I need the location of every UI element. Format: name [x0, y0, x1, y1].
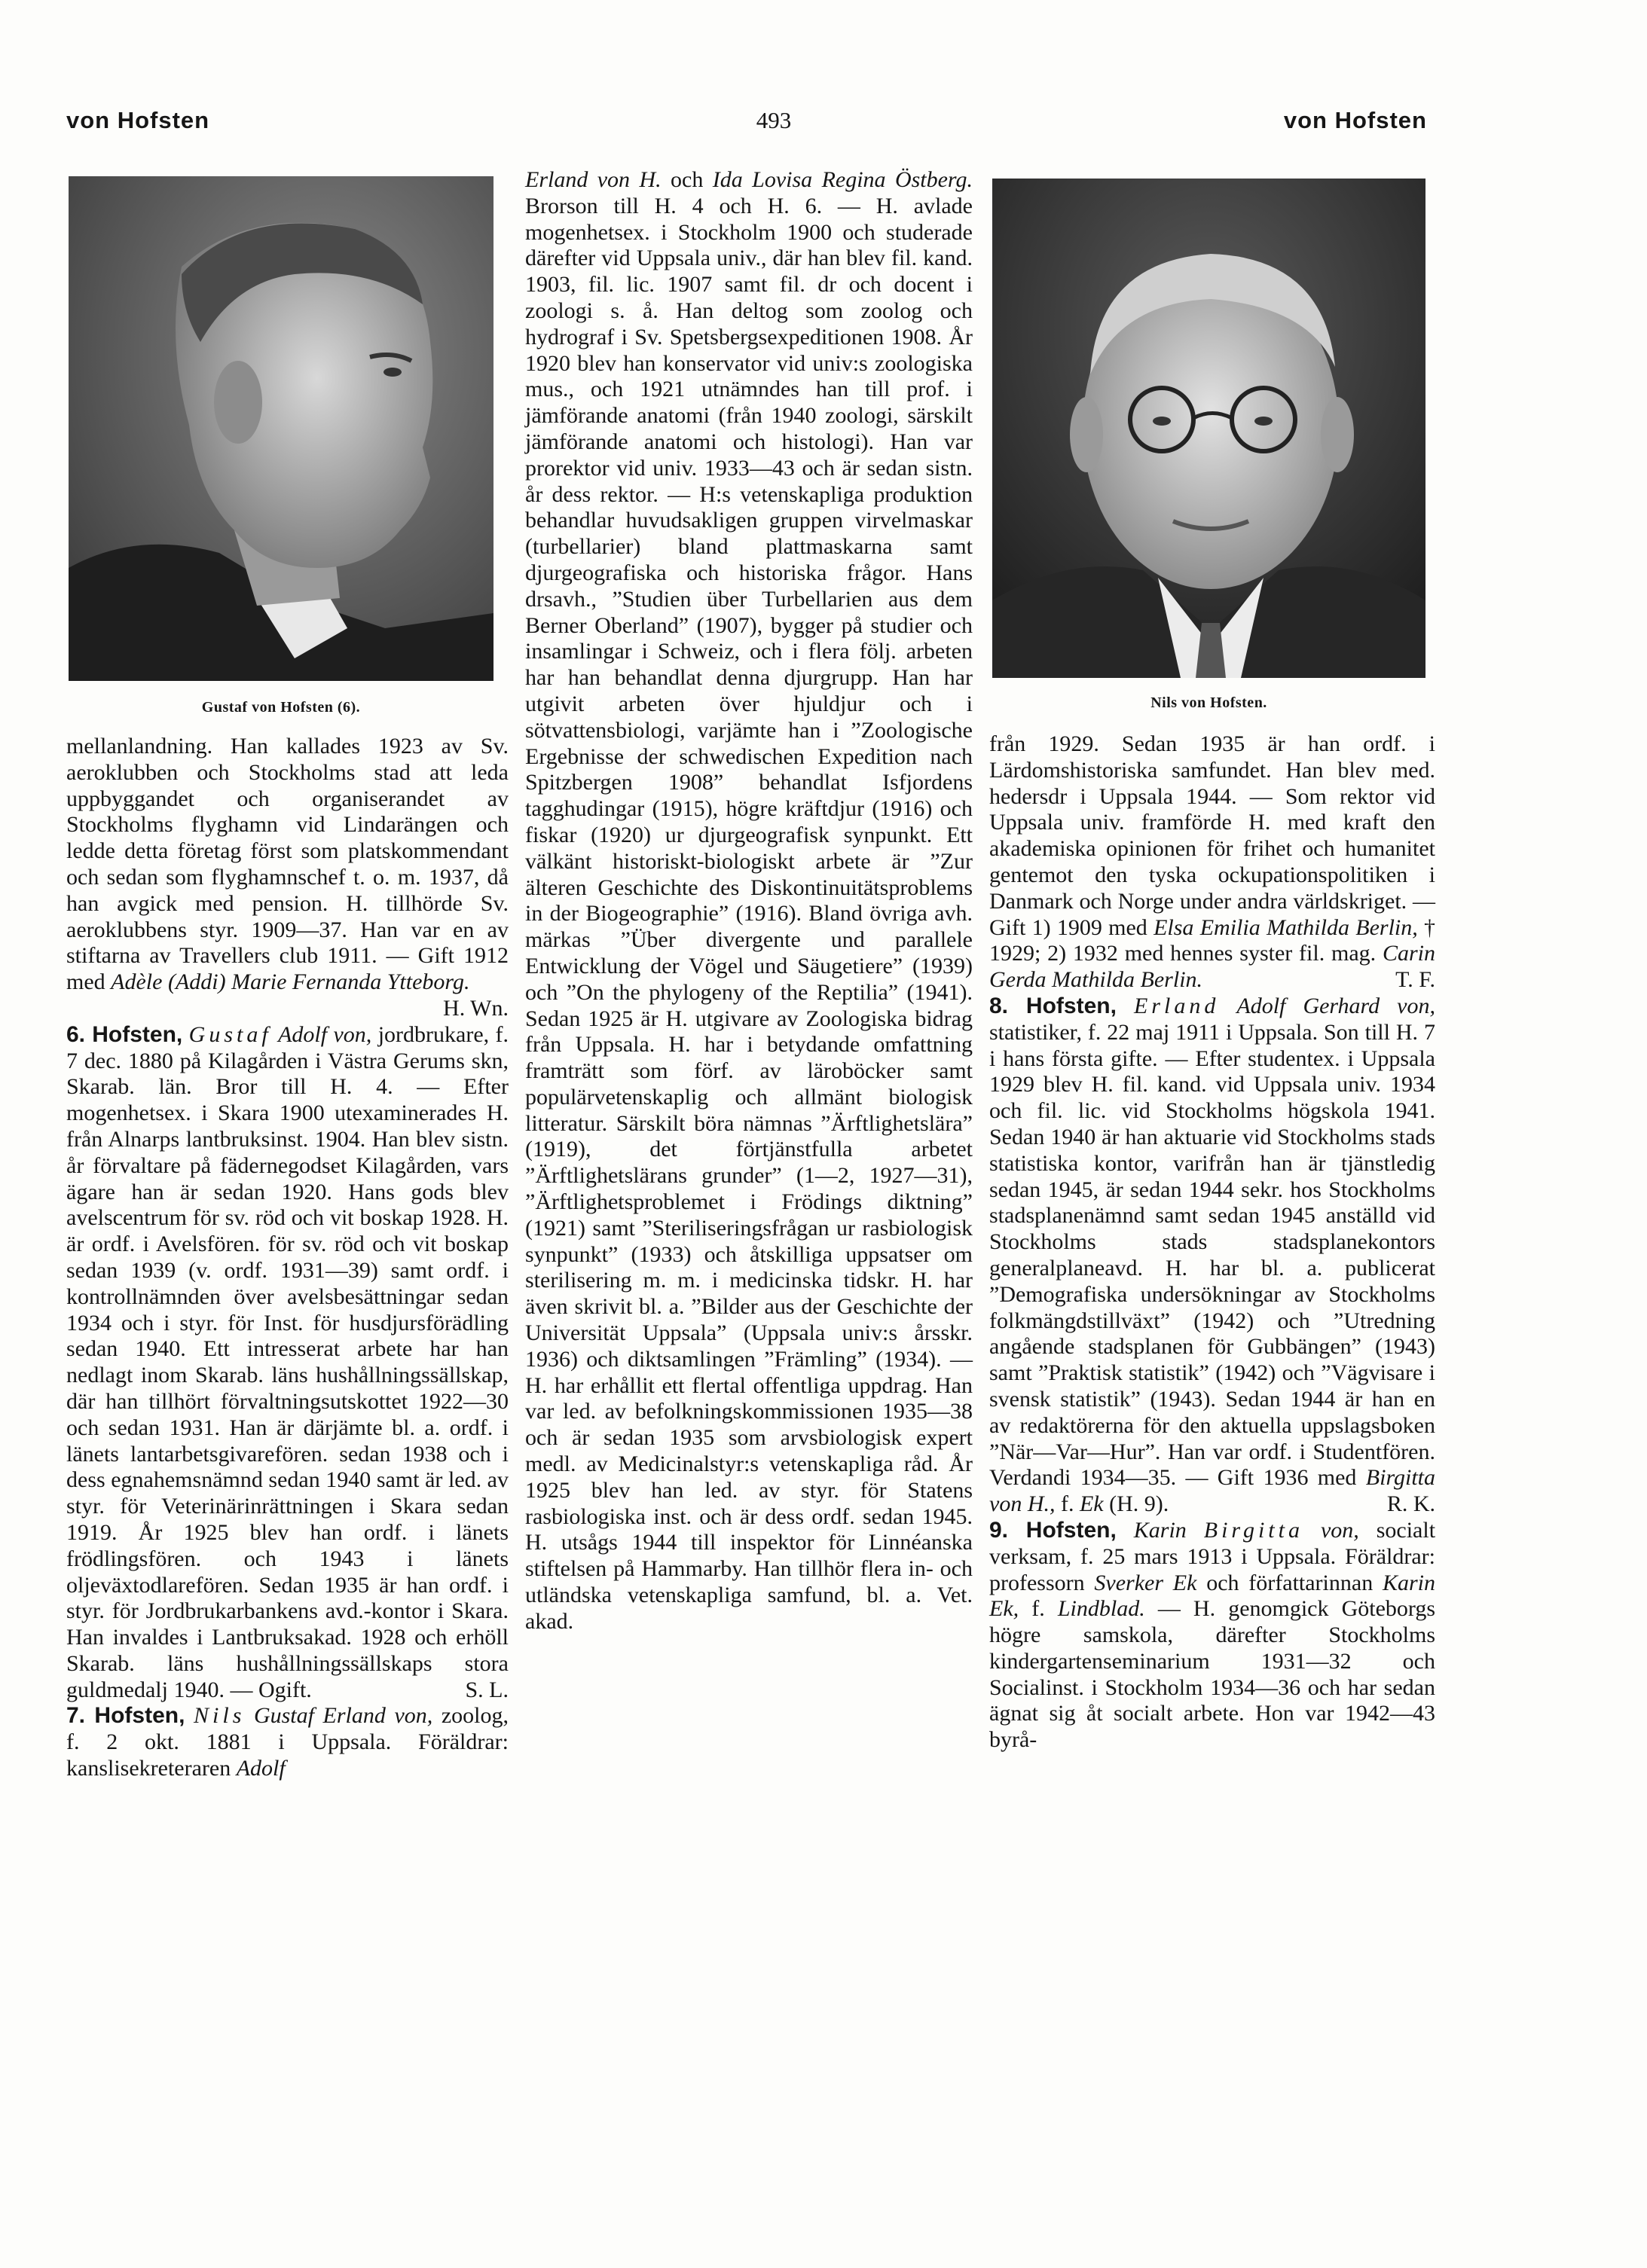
text-column-3	[989, 731, 1435, 1754]
entry-9: 9. Hofsten, Karin Birgitta von, socialt verksam, f. 25 mars 1913 i Uppsala. Föräldrar: professorn Sverker Ek och författarinnan Karin Ek, f. Lindblad. — H. genomgick Göteborgs högre samskola, därefter Stockholms kindergartenseminarium 1931—32 och Socialinst. i Stockholm 1934—36 och har sedan ägnat sig åt socialt arbete. Hon var 1942—43 byrå-	[989, 1517, 1436, 1753]
entry-heading: 9. Hofsten,	[989, 1517, 1117, 1543]
entry-given-name: Erland	[1133, 993, 1220, 1018]
entry-7	[66, 1703, 509, 1781]
text-column-2	[525, 167, 973, 1635]
entry-5-continuation: mellanlandning. Han kallades 1923 av Sv. aeroklubben och Stockholms stad att leda uppbyggandet och organiserandet av Stockholms flyghamn vid Lindarängen och ledde detta företag först som platskommendant och sedan som flyghamnschef t. o. m. 1937, då han avgick med pension. H. tillhörde Sv. aeroklubbens styr. 1909—37. Han var en av stiftarna av Travellers club 1911. — Gift 1912 med Adèle (Addi) Marie Fernanda Ytteborg. H. Wn.	[66, 734, 509, 1021]
father-name: Erland von H.	[525, 167, 662, 192]
entry-7-continuation: Erland von H. och Ida Lovisa Regina Östberg. Brorson till H. 4 och H. 6. — H. avlade mogenhetsex. i Stockholm 1900 och studerade därefter vid Uppsala univ., där han blev fil. kand. 1903, fil. lic. 1907 samt fil. dr och docent i zoologi s. å. Han deltog som zoolog och hydrograf i Sv. Spetsbergsexpeditionen 1908. År 1920 blev han konservator vid univ:s zoologiska mus., och 1921 utnämndes han till prof. i jämförande anatomi (från 1940 zoologi, särskilt jämförande anatomi och histologi). Han var prorektor vid univ. 1933—43 och är sedan sistn. år dess rektor. — H:s vetenskapliga produktion behandlar huvudsakligen gruppen virvelmaskar (turbellarier) bland plattmaskarna samt djurgeografiska och historiska frågor. Hans drsavh., ”Studien über Turbellarien aus dem Berner Oberland” (1907), bygger på studier och insamlingar i Schweiz, och i flera följ. arbeten har han behandlat denna djurgrupp. Han har utgivit arbeten över hjuldjur och i sötvattensbiologi, varjämte han i ”Zoologische Ergebnisse der schwedischen Expedition nach Spitzbergen 1908” behandlat Isfjordens tagghudingar (1915), högre kräftdjur (1916) och fiskar (1920) ur djurgeografisk synpunkt. Ett välkänt historiskt-biologiskt arbete är ”Zur älteren Geschichte des Diskontinuitätsproblems in der Biogeographie” (1916). Bland övriga avh. märkas ”Über divergente und parallele Entwicklung der Vögel und Säugetiere” (1939) och ”On the phylogeny of the Reptilia” (1941). Sedan 1925 är H. utgivare av Zoologiska bidrag från Uppsala. H. har i betydande omfattning framträtt som förf. av läroböcker samt populärvetenskaplig och allmänt biologisk litteratur. Särskilt böra nämnas ”Ärftlighetslära” (1919), det förtjänstfulla arbetet ”Ärftlighetslärans grunder” (1—2, 1927—31), ”Ärftlighetsproblemet i Frödings diktning” (1921) samt ”Steriliseringsfrågan ur rasbiologisk synpunkt” (1933) och åtskilliga uppsatser om sterilisering m. m. i medicinska tidskr. H. har även skrivit bl. a. ”Bilder aus der Geschichte der Universität Uppsala” (Uppsala univ:s årsskr. 1936) och diktsamlingen ”Främling” (1934). — H. har erhållit ett flertal offentliga uppdrag. Han var led. av befolkningskommissionen 1935—38 och är sedan 1935 som arvsbiologisk expert medl. av Medicinalstyr:s vetenskapliga råd. År 1925 blev han led. av styr. för Statens rasbiologiska inst. och är dess ordf. sedan 1945. H. utsågs 1944 till inspektor för Linnéanska stiftelsen på Hammarby. Han tillhör flera in- och utländska vetenskapliga samfund, bl. a. Vet. akad.	[525, 167, 973, 1634]
running-header-left: von Hofsten	[66, 107, 210, 133]
running-header-right: von Hofsten	[1283, 107, 1427, 133]
entry-given-name: Gustaf	[188, 1021, 272, 1047]
entry-heading: 8. Hofsten,	[989, 993, 1117, 1018]
entry-heading: 7. Hofsten,	[66, 1703, 185, 1729]
spouse-name: Adèle (Addi) Marie Fernanda Ytteborg.	[111, 969, 470, 995]
entry-6	[66, 1022, 509, 1704]
entry-text: socialt verksam, f. 25 mars 1913 i Uppsala. Föräldrar: professorn	[989, 1517, 1436, 1595]
portrait-caption-left: Gustaf von Hofsten (6).	[201, 699, 361, 716]
author-signature: T. F.	[1395, 967, 1435, 993]
mother-name: Ida Lovisa Regina Östberg.	[712, 167, 973, 192]
entry-text: statistiker, f. 22 maj 1911 i Uppsala. Son till H. 7 i hans första gifte. — Efter studentex. i Uppsala 1929 blev H. fil. kand. vid Uppsala univ. 1934 och fil. lic. vid Stockholms högskola 1941. Sedan 1940 är han aktuarie vid Stockholms stads statistiska kontor, varifrån han är tjänstledig sedan 1945, är sedan 1944 sekr. hos Stockholms stadsplanenämnd samt sedan 1945 anställd vid Stockholms stads stadsplanekontors generalplaneavd. H. har bl. a. publicerat ”Demografiska undersökningar av Stockholms folkmängdstillväxt” (1942) och ”Utredning angående stadsplanen för Gubbängen” (1943) samt ”Praktisk statistik” (1942) och ”Vägvisare i svensk statistik” (1943). Sedan 1944 är han en av redaktörerna för den aktuella uppslagsboken ”När—Var—Hur”. Han var ordf. i Studentfören. Verdandi 1934—35. — Gift 1936 med	[989, 1019, 1435, 1491]
author-signature: H. Wn.	[443, 995, 509, 1021]
entry-7-conclusion: från 1929. Sedan 1935 är han ordf. i Lärdomshistoriska samfundet. Han blev med. hedersdr i Uppsala 1944. — Som rektor vid Uppsala univ. framförde H. med kraft den akademiska opinionen för frihet och humanitet gentemot den tyska ockupationspolitiken i Danmark och Norge under andra världskriget. — Gift 1) 1909 med Elsa Emilia Mathilda Berlin, † 1929; 2) 1932 med hennes syster fil. mag. Carin Gerda Mathilda Berlin. T. F.	[989, 731, 1436, 993]
portrait-caption-right: Nils von Hofsten.	[1150, 694, 1267, 711]
entry-name-rest: Adolf Gerhard von,	[1236, 993, 1435, 1018]
author-signature: R. K.	[1386, 1491, 1435, 1517]
entry-text: — H. genomgick Göteborgs högre samskola, därefter Stockholms kindergartenseminarium 1931—32 och Socialinst. i Stockholm 1934—36 och har sedan ägnat sig åt socialt arbete. Hon var 1942—43 byrå-	[989, 1596, 1436, 1753]
entry-text: zoolog, f. 2 okt. 1881 i Uppsala. Föräldrar: kanslisekreteraren	[66, 1703, 509, 1781]
entry-text: Brorson till H. 4 och H. 6. — H. avlade mogenhetsex. i Stockholm 1900 och studerade därefter vid Uppsala univ., där han blev fil. kand. 1903, fil. lic. 1907 samt fil. dr och docent i zoologi s. å. Han deltog som zoolog och hydrograf i Sv. Spetsbergsexpeditionen 1908. År 1920 blev han konservator vid univ:s zoologiska mus., och 1921 utnämndes han till prof. i jämförande anatomi (från 1940 zoologi, särskilt jämförande anatomi och histologi). Han var prorektor vid univ. 1933—43 och är sedan sistn. år dess rektor. — H:s vetenskapliga produktion behandlar huvudsakligen gruppen virvelmaskar (turbellarier) bland plattmaskarna samt djurgeografiska och historiska frågor. Hans drsavh., ”Studien über Turbellarien aus dem Berner Oberland” (1907), bygger på studier och insamlingar i Schweiz, och i flera följ. arbeten har han behandlat denna djurgrupp. Han har utgivit arbeten över hjuldjur och i sötvattensbiologi, varjämte han i ”Zoologische Ergebnisse der schwedischen Expedition nach Spitzbergen 1908” behandlat Isfjordens tagghudingar (1915), högre kräftdjur (1916) och fiskar (1920) ur djurgeografisk synpunkt. Ett välkänt historiskt-biologiskt arbete är ”Zur älteren Geschichte des Diskontinuitätsproblems in der Biogeographie” (1916). Bland övriga avh. märkas ”Über divergente und parallele Entwicklung der Vögel und Säugetiere” (1939) och ”On the phylogeny of the Reptilia” (1941). Sedan 1925 är H. utgivare av Zoologiska bidrag från Uppsala. H. har i betydande omfattning framträtt som förf. av läroböcker samt populärvetenskaplig och allmänt biologisk litteratur. Särskilt böra nämnas ”Ärftlighetslära” (1919), det förtjänstfulla arbetet ”Ärftlighetslärans grunder” (1—2, 1927—31), ”Ärftlighetsproblemet i Frödings diktning” (1921) samt ”Steriliseringsfrågan ur rasbiologisk synpunkt” (1933) och åtskilliga uppsatser om sterilisering m. m. i medicinska tidskr. H. har även skrivit bl. a. ”Bilder aus der Geschichte der Universität Uppsala” (Uppsala univ:s årsskr. 1936) och diktsamlingen ”Främling” (1934). — H. har erhållit ett flertal offentliga uppdrag. Han var led. av befolkningskommissionen 1935—38 och är sedan 1935 som arvsbiologisk expert medl. av Medicinalstyr:s vetenskapliga råd. År 1925 blev han led. av styr. för Statens rasbiologiska inst. och är dess ordf. sedan 1945. H. utsågs 1944 till inspektor för Linnéanska stiftelsen på Hammarby. Han tillhör flera in- och utländska vetenskapliga samfund, bl. a. Vet. akad.	[525, 193, 973, 1634]
spouse-name: Carin Gerda Mathilda Berlin.	[989, 941, 1435, 993]
entry-name-rest: Gustaf Erland von,	[253, 1703, 433, 1729]
portrait-nils-von-hofsten	[992, 179, 1425, 678]
entry-given-name: Karin	[1133, 1517, 1187, 1543]
mother-name: Karin Ek,	[989, 1570, 1435, 1622]
entry-heading: 6. Hofsten,	[66, 1021, 183, 1047]
spouse-name: Elsa Emilia Mathilda Berlin,	[1154, 914, 1418, 940]
text-column-1	[66, 734, 509, 1782]
entry-8: 8. Hofsten, Erland Adolf Gerhard von, statistiker, f. 22 maj 1911 i Uppsala. Son till H. 7 i hans första gifte. — Efter studentex. i Uppsala 1929 blev H. fil. kand. vid Uppsala univ. 1934 och fil. lic. vid Stockholms högskola 1941. Sedan 1940 är han aktuarie vid Stockholms stads statistiska kontor, varifrån han är tjänstledig sedan 1945, är sedan 1944 sekr. hos Stockholms stadsplanenämnd samt sedan 1945 anställd vid Stockholms stads stadsplanekontors generalplaneavd. H. har bl. a. publicerat ”Demografiska undersökningar av Stockholms folkmängdstillväxt” (1942) och ”Utredning angående stadsplanen för Gubbängen” (1943) samt ”Praktisk statistik” (1942) och ”Vägvisare i svensk statistik” (1943). Sedan 1944 är han en av redaktörerna för den aktuella uppslagsboken ”När—Var—Hur”. Han var ordf. i Studentfören. Verdandi 1934—35. — Gift 1936 med Birgitta von H., f. Ek (H. 9). R. K.	[989, 993, 1436, 1517]
father-name: Sverker Ek	[1094, 1570, 1197, 1595]
spouse-name: Birgitta von H.,	[989, 1465, 1436, 1517]
entry-name-rest: Adolf von,	[278, 1021, 372, 1047]
entry-spaced-name: Birgitta	[1203, 1517, 1303, 1543]
author-signature: S. L.	[465, 1677, 509, 1702]
page-number: 493	[756, 107, 792, 133]
entry-given-name: Nils	[194, 1703, 246, 1729]
entry-text: jordbrukare, f. 7 dec. 1880 på Kilagården i Västra Gerums skn, Skarab. län. Bror till H. 4. — Efter mogenhetsex. i Skara 1900 utexaminerades H. från Alnarps lantbruksinst. 1904. Han blev sistn. år förvaltare på fädernegodset Kilagården, vars ägare han är sedan 1920. Hans gods blev avelscentrum för sv. röd och vit boskap 1928. H. är ordf. i Avelsfören. för sv. röd och vit boskap sedan 1939 (v. ordf. 1931—39) samt ordf. i kontrollnämnden över avelsbesättningar sedan 1934 och i styr. för Inst. för husdjursförädling sedan 1940. Ett intresserat arbete har han nedlagt inom Skarab. läns hushållningssällskap, där han tillhört förvaltningsutskottet 1922—30 och sedan 1931. Han är därjämte bl. a. ordf. i länets lantarbetsgivarefören. sedan 1938 och i dess egnahemsnämnd sedan 1940 samt är led. av styr. för Veterinärinrättningen i Skara sedan 1919. År 1925 blev han ordf. i länets frödlingsfören. och 1943 i länets oljeväxtodlarefören. Sedan 1935 är han ordf. i styr. för Jordbrukarbankens avd.-kontor i Skara. Han invaldes i Lantbruksakad. 1928 och erhöll Skarab. läns hushållningssällskaps stora guldmedalj 1940. — Ogift.	[66, 1021, 509, 1702]
portrait-gustaf-von-hofsten	[69, 176, 493, 681]
parent-name: Adolf	[236, 1756, 286, 1781]
